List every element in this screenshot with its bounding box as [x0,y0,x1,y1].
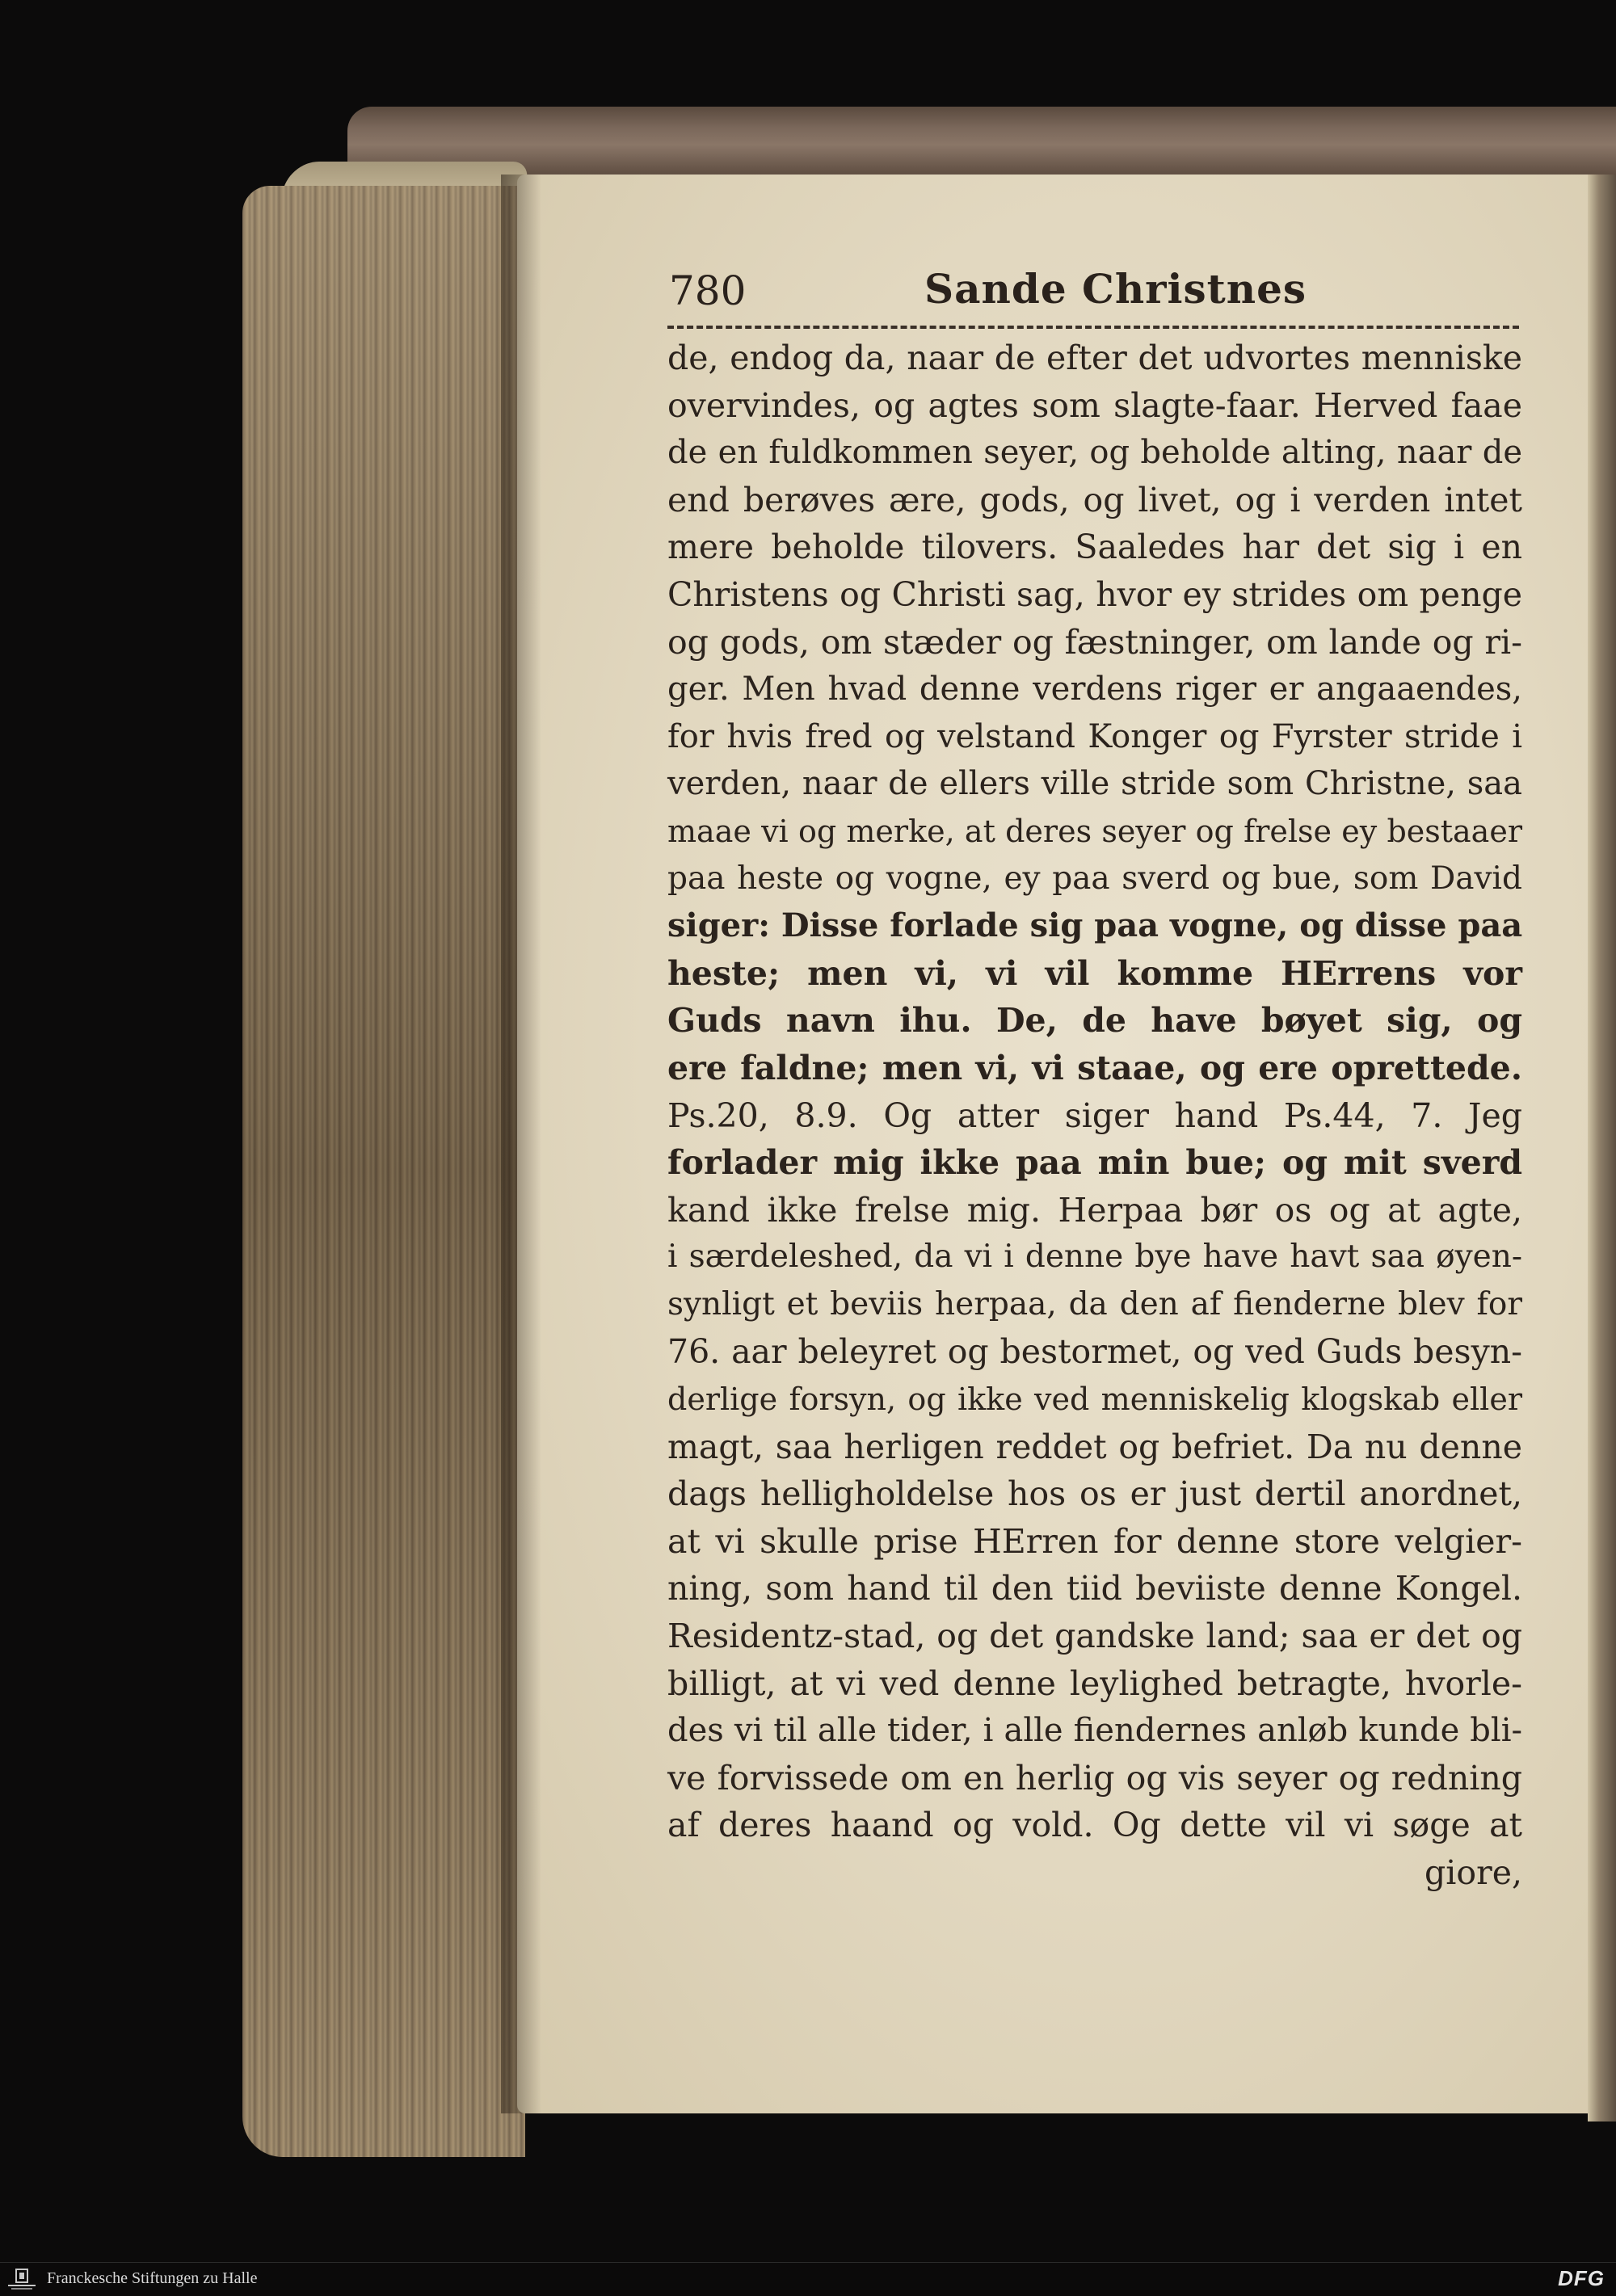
text-line: 76. aar beleyret og bestormet, og ved Guds besyn- [667,1332,1522,1372]
page-fore-edge [242,186,525,2157]
text-line: Guds navn ihu. De, de have bøyet sig, og [667,1001,1522,1041]
text-line: derlige forsyn, og ikke ved menniskelig klogskab eller [667,1381,1522,1418]
text-line: dags helligholdelse hos os er just dertil anordnet, [667,1474,1522,1514]
header-rule [667,326,1519,329]
text-line: overvindes, og agtes som slagte-faar. Herved faae [667,385,1522,425]
text-line: kand ikke frelse mig. Herpaa bør os og at agte, [667,1190,1522,1230]
text-line: i særdeleshed, da vi i denne bye have havt saa øyen- [667,1238,1522,1276]
viewer-footer [0,2262,1616,2296]
text-line: ger. Men hvad denne verdens riger er angaaendes, [667,671,1522,709]
text-line: maae vi og merke, at deres seyer og frelse ey bestaaer [667,813,1522,849]
text-line: ve forvissede om en herlig og vis seyer og redning [667,1758,1522,1798]
page-number: 780 [669,267,747,314]
text-line: forlader mig ikke paa min bue; og mit sverd [667,1143,1522,1183]
text-line: billigt, at vi ved denne leylighed betragte, hvorle- [667,1663,1522,1703]
text-line: synligt et beviis herpaa, da den af fienderne blev for [667,1285,1522,1323]
text-line: ning, som hand til den tiid beviiste denne Kongel. [667,1569,1522,1608]
body-text [667,334,1522,1897]
catchword: giore, [1425,1853,1522,1892]
text-line: des vi til alle tider, i alle fiendernes anløb kunde bli- [667,1712,1522,1750]
book-spine-top [347,107,1616,176]
text-line: heste; men vi, vi vil komme HErrens vor [667,953,1522,993]
text-line: magt, saa herligen reddet og befriet. Da nu denne [667,1427,1522,1466]
text-line: mere beholde tilovers. Saaledes har det sig i en [667,528,1522,567]
text-line: de, endog da, naar de efter det udvortes menniske [667,339,1522,377]
institution-name: Franckesche Stiftungen zu Halle [47,2269,258,2287]
running-title: Sande Christnes [924,265,1307,313]
text-line: verden, naar de ellers ville stride som Christne, saa [667,765,1522,803]
text-line: siger: Disse forlade sig paa vogne, og disse paa [667,906,1523,945]
dfg-logo: DFG [1558,2266,1605,2290]
text-line: de en fuldkommen seyer, og beholde alting, naar de [667,434,1522,472]
text-line: og gods, om stæder og fæstninger, om lande og ri- [667,622,1522,662]
text-line: Ps.20, 8.9. Og atter siger hand Ps.44, 7. Jeg [667,1095,1522,1135]
page-shadow [501,175,541,2113]
text-line: paa heste og vogne, ey paa sverd og bue, som David [667,860,1522,897]
text-line: Christens og Christi sag, hvor ey strides om penge [667,574,1522,614]
text-line: Residentz-stad, og det gandske land; saa er det og [667,1617,1522,1656]
institution-logo-icon [5,2268,39,2292]
text-line: af deres haand og vold. Og dette vil vi søge at [667,1806,1522,1845]
text-line: at vi skulle prise HErren for denne store velgier- [667,1521,1522,1561]
text-line: for hvis fred og velstand Konger og Fyrster stride i [667,717,1522,755]
text-line: end berøves ære, gods, og livet, og i verden intet [667,480,1522,519]
page-gutter [1588,175,1616,2121]
text-line: ere faldne; men vi, vi staae, og ere oprettede. [667,1048,1522,1087]
